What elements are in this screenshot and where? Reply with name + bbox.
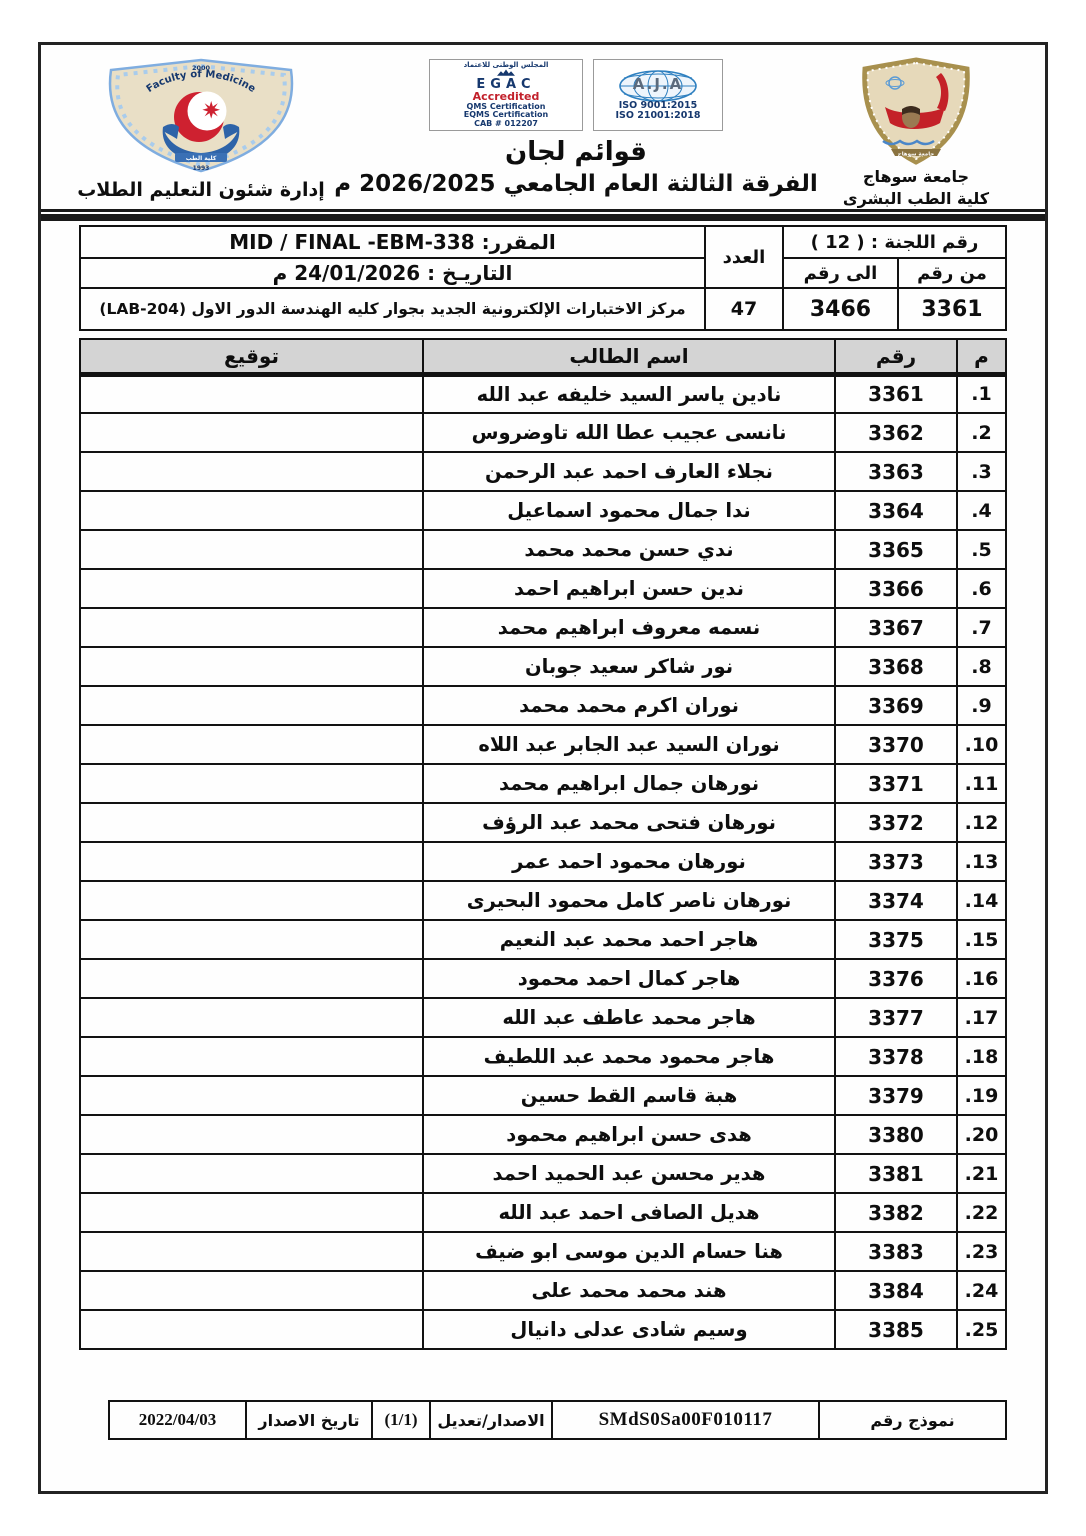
student-name: هديل الصافى احمد عبد الله: [423, 1193, 835, 1232]
row-index: 14.: [957, 881, 1006, 920]
egac-cert-line: CAB # 012207: [474, 118, 538, 128]
signature-cell: [80, 920, 423, 959]
table-row: [80, 842, 1006, 881]
signature-cell: [80, 647, 423, 686]
egac-arabic-text: المجلس الوطنى للاعتماد: [463, 61, 549, 69]
student-number: 3382: [835, 1193, 957, 1232]
table-row: [80, 374, 1006, 413]
student-number: 3361: [835, 374, 957, 413]
students-table: [79, 338, 1007, 1350]
signature-cell: [80, 881, 423, 920]
faculty-block: [77, 57, 325, 201]
signature-cell: [80, 491, 423, 530]
signature-cell: [80, 569, 423, 608]
table-row: [80, 530, 1006, 569]
student-number: 3371: [835, 764, 957, 803]
from-number-label: من رقم: [898, 258, 1006, 288]
to-number-value: 3466: [783, 288, 898, 330]
table-row: [80, 413, 1006, 452]
document-page: [38, 42, 1048, 1494]
issue-date-value: 2022/04/03: [109, 1401, 246, 1439]
student-name: نوران اكرم محمد محمد: [423, 686, 835, 725]
student-name: نورهان ناصر كامل محمود البحيرى: [423, 881, 835, 920]
document-header: [79, 45, 1007, 208]
table-row: [80, 1232, 1006, 1271]
student-number: 3375: [835, 920, 957, 959]
student-number: 3372: [835, 803, 957, 842]
table-row: [80, 1037, 1006, 1076]
signature-cell: [80, 764, 423, 803]
revision-label: الاصدار/تعديل: [430, 1401, 552, 1439]
signature-cell: [80, 998, 423, 1037]
student-name: نورهان محمود احمد عمر: [423, 842, 835, 881]
row-index: 5.: [957, 530, 1006, 569]
student-number: 3366: [835, 569, 957, 608]
student-name: ندا جمال محمود اسماعيل: [423, 491, 835, 530]
row-index: 11.: [957, 764, 1006, 803]
student-name: هدى حسن ابراهيم محمود: [423, 1115, 835, 1154]
student-number: 3378: [835, 1037, 957, 1076]
student-name: هند محمد محمد على: [423, 1271, 835, 1310]
student-name: هدير محسن عبد الحميد احمد: [423, 1154, 835, 1193]
student-number: 3383: [835, 1232, 957, 1271]
signature-cell: [80, 1154, 423, 1193]
signature-cell: [80, 374, 423, 413]
to-number-label: الى رقم: [783, 258, 898, 288]
svg-text:Faculty of Medicine: Faculty of Medicine: [144, 69, 257, 95]
table-row: [80, 686, 1006, 725]
row-index: 4.: [957, 491, 1006, 530]
table-row: [80, 1193, 1006, 1232]
row-index: 8.: [957, 647, 1006, 686]
table-row: [80, 1271, 1006, 1310]
student-name: نجلاء العارف احمد عبد الرحمن: [423, 452, 835, 491]
faculty-of-medicine-logo-icon: [99, 57, 304, 175]
row-index: 6.: [957, 569, 1006, 608]
row-index: 18.: [957, 1037, 1006, 1076]
row-index: 24.: [957, 1271, 1006, 1310]
student-number: 3369: [835, 686, 957, 725]
signature-cell: [80, 1193, 423, 1232]
student-name: هنا حسام الدين موسى ابو ضيف: [423, 1232, 835, 1271]
student-name: هاجر كمال احمد محمود: [423, 959, 835, 998]
student-number: 3376: [835, 959, 957, 998]
signature-cell: [80, 725, 423, 764]
student-number: 3368: [835, 647, 957, 686]
aja-name: A.J.A: [632, 75, 684, 94]
student-number: 3385: [835, 1310, 957, 1349]
row-index: 10.: [957, 725, 1006, 764]
exam-location: مركز الاختبارات الإلكترونية الجديد بجوار كليه الهندسة الدور الاول (LAB-204): [80, 288, 705, 330]
student-number: 3363: [835, 452, 957, 491]
student-name: نانسى عجيب عطا الله تاوضروس: [423, 413, 835, 452]
egac-name: EGAC: [476, 76, 536, 92]
signature-cell: [80, 413, 423, 452]
header-index: م: [957, 339, 1006, 374]
student-number: 3381: [835, 1154, 957, 1193]
row-index: 20.: [957, 1115, 1006, 1154]
table-row: [80, 1154, 1006, 1193]
header-name: اسم الطالب: [423, 339, 835, 374]
signature-cell: [80, 959, 423, 998]
svg-text:جامعة سوهاج: جامعة سوهاج: [897, 151, 935, 158]
faculty-name: كلية الطب البشرى: [842, 189, 990, 208]
row-index: 23.: [957, 1232, 1006, 1271]
student-number: 3379: [835, 1076, 957, 1115]
student-name: ندي حسن محمد محمد: [423, 530, 835, 569]
student-number: 3384: [835, 1271, 957, 1310]
student-number: 3362: [835, 413, 957, 452]
row-index: 9.: [957, 686, 1006, 725]
student-number: 3367: [835, 608, 957, 647]
signature-cell: [80, 452, 423, 491]
student-name: نسمه معروف ابراهيم محمد: [423, 608, 835, 647]
egac-accredited-label: Accredited: [472, 90, 540, 104]
header-signature: توقيع: [80, 339, 423, 374]
row-index: 15.: [957, 920, 1006, 959]
row-index: 19.: [957, 1076, 1006, 1115]
department-name: إدارة شئون التعليم الطلاب: [77, 179, 325, 201]
form-code: SMdS0Sa00F010117: [552, 1401, 819, 1439]
table-row: [80, 491, 1006, 530]
student-name: نوران السيد عبد الجابر عبد اللاه: [423, 725, 835, 764]
signature-cell: [80, 1076, 423, 1115]
student-name: ندين حسن ابراهيم احمد: [423, 569, 835, 608]
row-index: 12.: [957, 803, 1006, 842]
student-name: نور شاكر سعيد جوبان: [423, 647, 835, 686]
student-name: هبة قاسم القط حسين: [423, 1076, 835, 1115]
egac-accreditation-logo: [429, 59, 583, 131]
document-title: قوائم لجان: [505, 137, 647, 167]
student-number: 3380: [835, 1115, 957, 1154]
svg-text:1993: 1993: [192, 165, 209, 172]
student-number: 3365: [835, 530, 957, 569]
signature-cell: [80, 608, 423, 647]
student-name: وسيم شادى عدلى دانيال: [423, 1310, 835, 1349]
signature-cell: [80, 803, 423, 842]
row-index: 1.: [957, 374, 1006, 413]
aja-iso-line: ISO 9001:2015: [618, 99, 698, 111]
student-name: نورهان جمال ابراهيم محمد: [423, 764, 835, 803]
table-row: [80, 608, 1006, 647]
row-index: 3.: [957, 452, 1006, 491]
row-index: 7.: [957, 608, 1006, 647]
table-row: [80, 647, 1006, 686]
table-row: [80, 959, 1006, 998]
row-index: 16.: [957, 959, 1006, 998]
table-row: [80, 725, 1006, 764]
table-row: [80, 1310, 1006, 1349]
university-name: جامعة سوهاج: [862, 167, 970, 186]
signature-cell: [80, 1232, 423, 1271]
egac-cert-line: QMS Certification: [466, 101, 546, 111]
student-number: 3377: [835, 998, 957, 1037]
student-name: هاجر محمود محمد عبد اللطيف: [423, 1037, 835, 1076]
egac-eagle-icon: [488, 69, 524, 76]
table-row: [80, 1076, 1006, 1115]
row-index: 22.: [957, 1193, 1006, 1232]
table-row: [80, 881, 1006, 920]
student-name: هاجر احمد محمد عبد النعيم: [423, 920, 835, 959]
student-number: 3364: [835, 491, 957, 530]
course-field: المقرر: MID / FINAL -EBM-338: [80, 226, 705, 258]
separator-bar: [41, 209, 1045, 221]
revision-value: (1/1): [372, 1401, 430, 1439]
row-index: 25.: [957, 1310, 1006, 1349]
table-row: [80, 764, 1006, 803]
accreditation-logos: [429, 59, 723, 131]
aja-certification-logo: [593, 59, 723, 131]
signature-cell: [80, 686, 423, 725]
committee-info-table: [79, 225, 1007, 331]
student-number: 3374: [835, 881, 957, 920]
university-block: [831, 57, 1001, 209]
student-name: هاجر محمد عاطف عبد الله: [423, 998, 835, 1037]
signature-cell: [80, 1115, 423, 1154]
exam-date: التاريـخ : 24/01/2026 م: [80, 258, 705, 288]
table-row: [80, 569, 1006, 608]
count-value: 47: [705, 288, 783, 330]
issue-date-label: تاريخ الاصدار: [246, 1401, 372, 1439]
svg-text:2000: 2000: [191, 64, 210, 72]
svg-text:كلية الطب: كلية الطب: [185, 155, 216, 162]
row-index: 21.: [957, 1154, 1006, 1193]
signature-cell: [80, 842, 423, 881]
row-index: 2.: [957, 413, 1006, 452]
table-row: [80, 1115, 1006, 1154]
form-number-label: نموذج رقم: [819, 1401, 1006, 1439]
student-number: 3373: [835, 842, 957, 881]
table-row: [80, 452, 1006, 491]
signature-cell: [80, 1271, 423, 1310]
committee-number-label: رقم اللجنة : ( 12 ): [783, 226, 1006, 258]
table-row: [80, 998, 1006, 1037]
egac-cert-line: EQMS Certification: [463, 110, 549, 120]
student-name: نادين ياسر السيد خليفه عبد الله: [423, 374, 835, 413]
header-center-block: [321, 57, 831, 197]
signature-cell: [80, 1037, 423, 1076]
student-name: نورهان فتحى محمد عبد الرؤف: [423, 803, 835, 842]
table-row: [80, 803, 1006, 842]
row-index: 13.: [957, 842, 1006, 881]
signature-cell: [80, 530, 423, 569]
aja-iso-line: ISO 21001:2018: [615, 109, 701, 121]
header-number: رقم: [835, 339, 957, 374]
row-index: 17.: [957, 998, 1006, 1037]
table-header-row: [80, 339, 1006, 374]
table-row: [80, 920, 1006, 959]
signature-cell: [80, 1310, 423, 1349]
from-number-value: 3361: [898, 288, 1006, 330]
sohag-university-logo-icon: [857, 57, 975, 165]
student-number: 3370: [835, 725, 957, 764]
form-footer-table: [108, 1400, 1007, 1440]
document-subtitle: الفرقة الثالثة العام الجامعي 2026/2025 م: [334, 171, 818, 197]
count-label: العدد: [705, 226, 783, 288]
